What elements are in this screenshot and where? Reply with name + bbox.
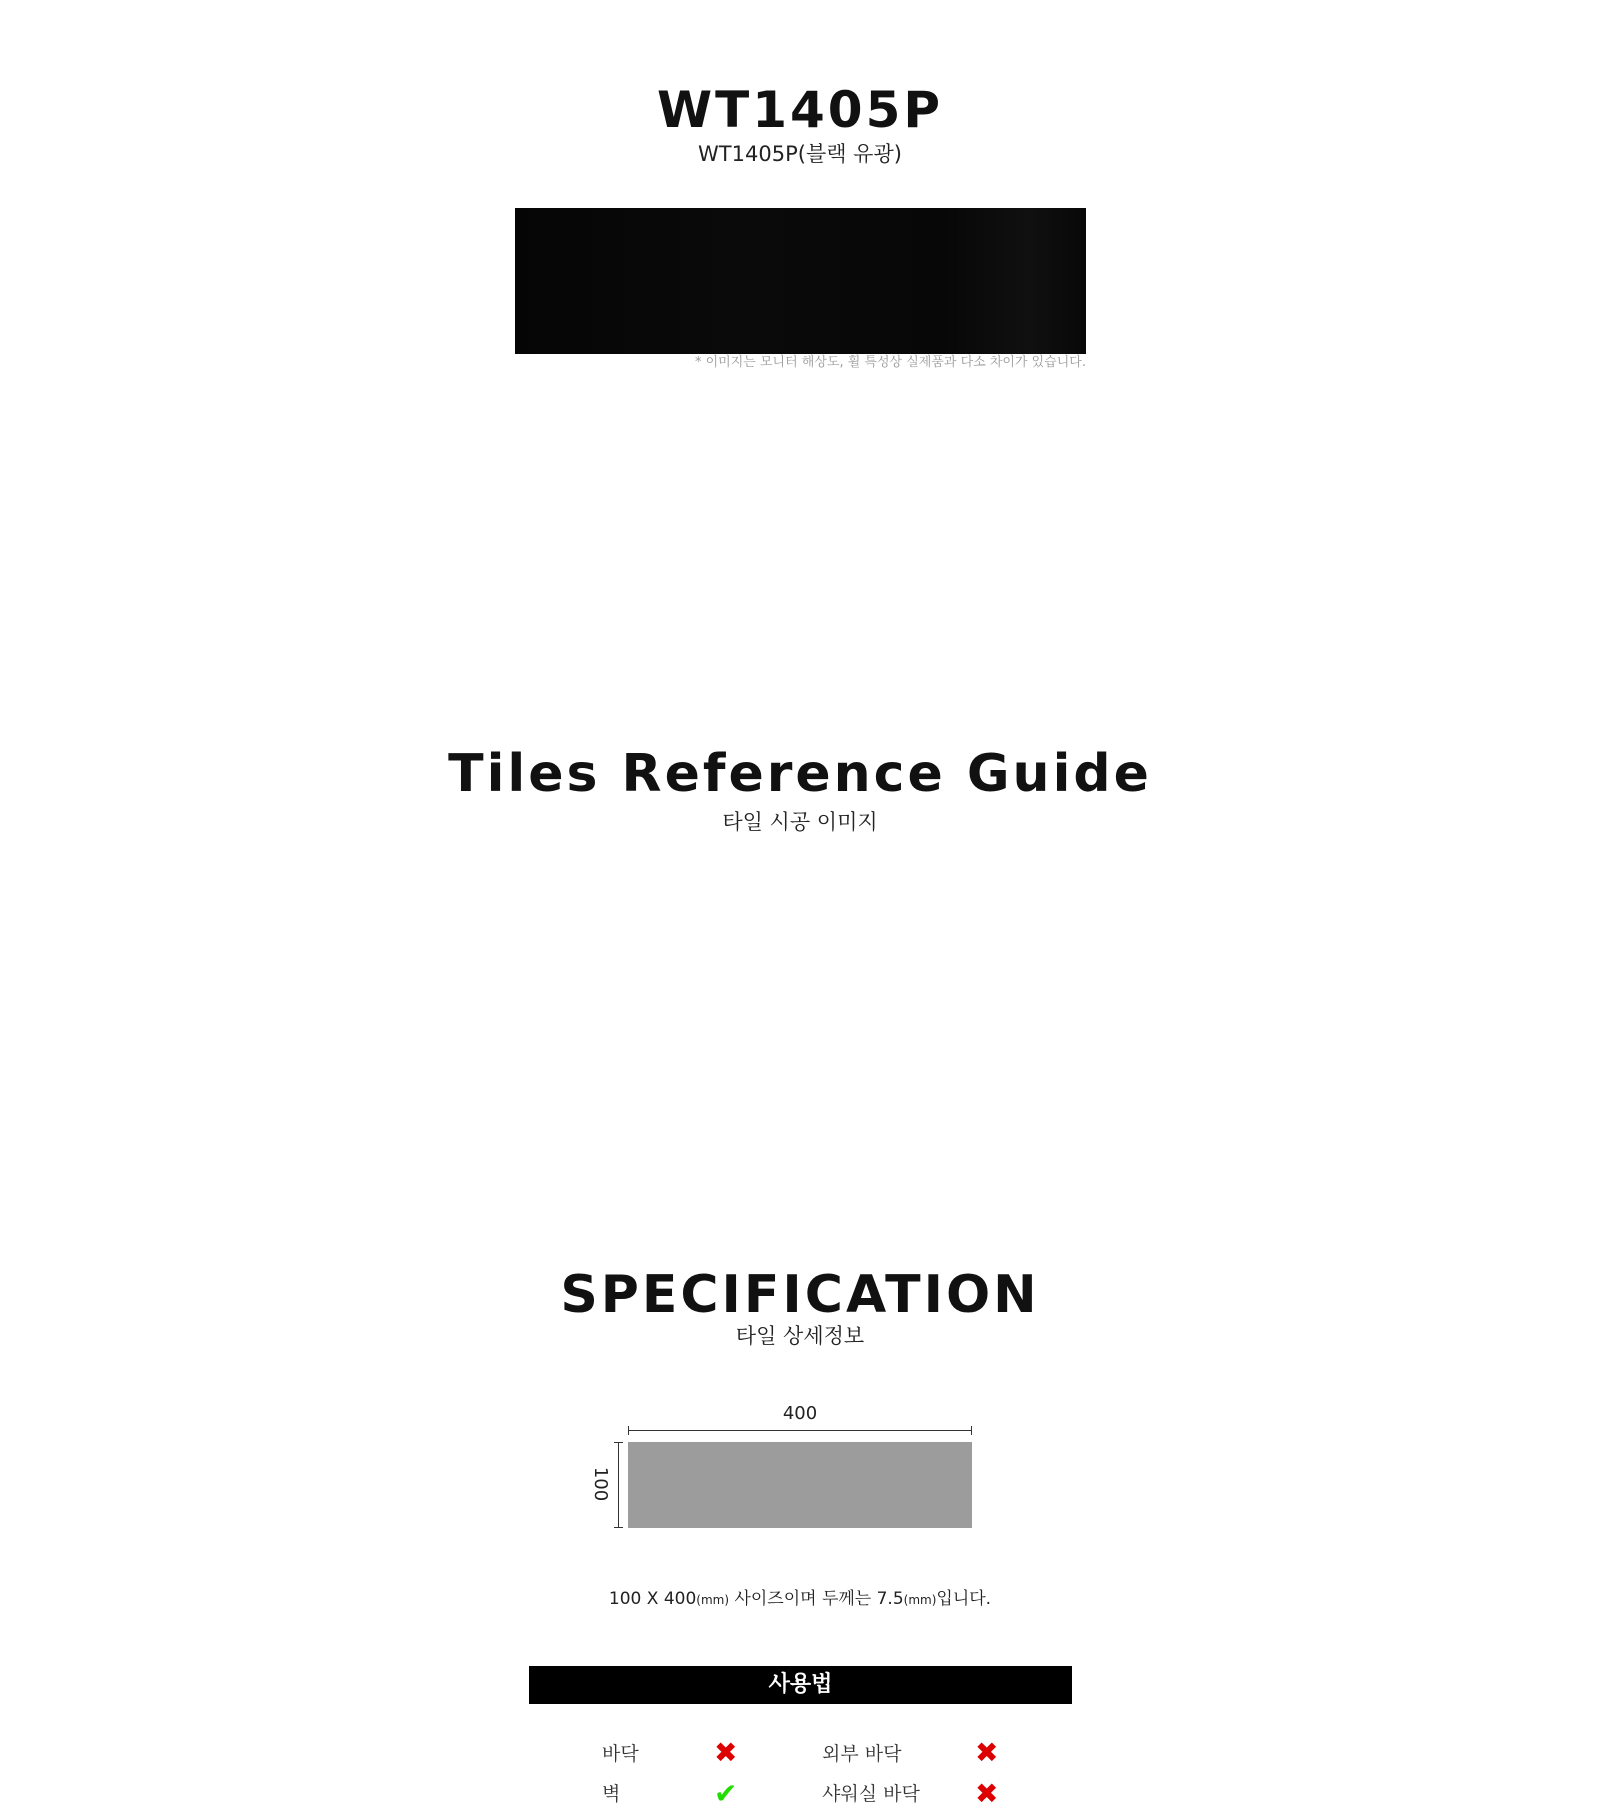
usage-item-label: 바닥 (602, 1743, 639, 1765)
tile-size-diagram (628, 1442, 972, 1528)
usage-item-label: 벽 (602, 1783, 621, 1805)
usage-header: 사용법 (529, 1666, 1072, 1704)
spec-size-text: 100 X 400 (608, 1589, 697, 1609)
guide-subtitle: 타일 시공 이미지 (722, 810, 878, 834)
image-disclaimer: * 이미지는 모니터 해상도, 휠 특성상 실제품과 다소 차이가 있습니다. (694, 355, 1086, 370)
product-title: WT1405P (656, 81, 944, 139)
height-dimension-line (618, 1442, 619, 1528)
width-dimension-tick (628, 1426, 629, 1435)
product-subtitle: WT1405P(블랙 유광) (698, 142, 902, 166)
spec-unit-text: (mm) (903, 1593, 937, 1607)
spec-unit-text: (mm) (696, 1593, 730, 1607)
spec-description (0, 1587, 1600, 1612)
spec-end-text: 입니다. (936, 1589, 992, 1609)
height-dimension-tick (614, 1527, 623, 1528)
spec-subtitle: 타일 상세정보 (735, 1324, 865, 1348)
spec-title: SPECIFICATION (560, 1265, 1040, 1325)
width-dimension-label: 400 (782, 1403, 818, 1424)
usage-item-label: 샤워실 바닥 (822, 1783, 920, 1805)
check-mark-icon: ✔ (714, 1777, 738, 1810)
spec-thickness-text: 사이즈이며 두께는 7.5 (729, 1589, 904, 1609)
height-dimension-label: 100 (590, 1466, 611, 1502)
tile-image (515, 208, 1086, 354)
x-mark-icon: ✖ (975, 1736, 999, 1769)
usage-item-label: 외부 바닥 (822, 1743, 902, 1765)
x-mark-icon: ✖ (975, 1777, 999, 1810)
x-mark-icon: ✖ (714, 1736, 738, 1769)
width-dimension-tick (971, 1426, 972, 1435)
width-dimension-line (628, 1430, 972, 1431)
height-dimension-tick (614, 1442, 623, 1443)
guide-title: Tiles Reference Guide (448, 744, 1152, 804)
